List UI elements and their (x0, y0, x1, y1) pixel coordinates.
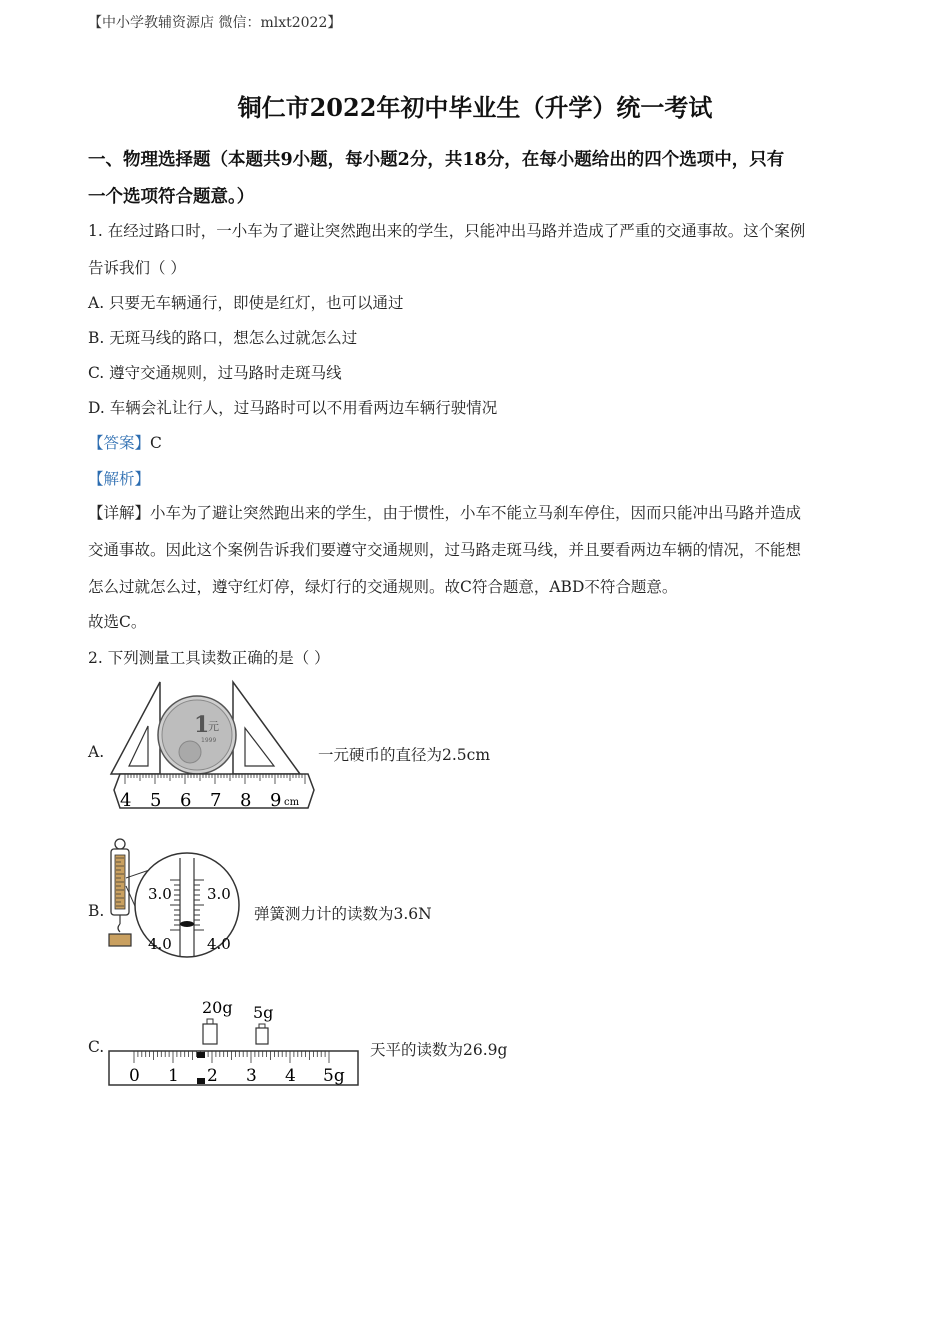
q1-option-b: B. 无斑马线的路口，想怎么过就怎么过 (88, 329, 358, 347)
beam-label-0: 0 (129, 1066, 140, 1086)
page-header: 【中小学教辅资源店 微信：mlxt2022】 (88, 15, 342, 31)
balance-figure (106, 994, 362, 1088)
pointer (180, 921, 194, 927)
exam-title: 铜仁市2022年初中毕业生（升学）统一考试 (237, 93, 713, 122)
q2-option-a-label: A. (88, 743, 105, 761)
section-heading-line2: 一个选项符合题意。） (88, 187, 255, 207)
q1-stem-line2: 告诉我们（ ） (88, 259, 186, 277)
coin-unit: 元 (208, 720, 219, 733)
q1-option-c: C. 遵守交通规则，过马路时走斑马线 (88, 364, 342, 382)
ruler-unit: cm (284, 797, 300, 808)
ruler-label-4: 4 (120, 790, 132, 811)
scale-label-left-3: 3.0 (148, 885, 172, 903)
q2-stem: 2. 下列测量工具读数正确的是（ ） (88, 649, 330, 667)
weight-label-5g: 5g (253, 1003, 274, 1022)
q1-conclusion: 故选C。 (88, 613, 147, 631)
weight-20g (203, 1024, 217, 1044)
ruler-label-9: 9 (270, 790, 282, 811)
answer-value: C (150, 434, 162, 452)
q1-option-a: A. 只要无车辆通行，即使是红灯，也可以通过 (88, 294, 404, 312)
detail-label: 【详解】 (88, 504, 151, 522)
ruler-label-6: 6 (180, 790, 192, 811)
q1-option-d: D. 车辆会礼让行人，过马路时可以不用看两边车辆行驶情况 (88, 399, 498, 417)
q2-option-c-label: C. (88, 1038, 105, 1056)
q2-option-c-caption: 天平的读数为26.9g (370, 1041, 508, 1059)
hanging-weight (109, 934, 131, 946)
ruler-coin-figure (108, 678, 318, 814)
q2-option-b-label: B. (88, 902, 105, 920)
beam-label-2: 2 (207, 1066, 218, 1086)
analysis-label: 【解析】 (88, 470, 151, 488)
ruler-label-5: 5 (150, 790, 162, 811)
coin-value: 1 (194, 712, 210, 738)
q1-answer (88, 431, 162, 453)
beam-label-5g: 5g (323, 1066, 345, 1086)
answer-label: 【答案】 (88, 434, 151, 452)
q2-option-a-caption: 一元硬币的直径为2.5cm (318, 746, 491, 764)
weight-5g (256, 1028, 268, 1044)
q1-detail-line2: 交通事故。因此这个案例告诉我们要遵守交通规则，过马路走斑马线，并且要看两边车辆的情况，不能想 (88, 541, 802, 559)
q2-option-b-caption: 弹簧测力计的读数为3.6N (254, 905, 432, 923)
ruler-label-7: 7 (210, 790, 222, 811)
spring-scale-figure (104, 836, 246, 974)
weight-label-20g: 20g (202, 998, 233, 1017)
beam-label-3: 3 (246, 1066, 257, 1086)
coin-year: 1999 (201, 737, 217, 744)
hanging-ring (115, 839, 125, 849)
scale-label-left-4: 4.0 (148, 935, 172, 953)
ruler-label-8: 8 (240, 790, 252, 811)
scale-label-right-3: 3.0 (207, 885, 231, 903)
beam-scale (109, 1051, 358, 1085)
q1-detail-line1 (88, 501, 801, 523)
rider-top (197, 1052, 205, 1058)
q1-stem-line1: 1. 在经过路口时，一小车为了避让突然跑出来的学生，只能冲出马路并造成了严重的交通事故。这个案例 (88, 222, 806, 240)
detail-text-1: 小车为了避让突然跑出来的学生，由于惯性，小车不能立马刹车停住，因而只能冲出马路并造成 (150, 504, 802, 522)
q1-detail-line3: 怎么过就怎么过，遵守红灯停，绿灯行的交通规则。故C符合题意，ABD不符合题意。 (88, 578, 678, 596)
section-heading-line1: 一、物理选择题（本题共9小题，每小题2分，共18分，在每小题给出的四个选项中，只有 (88, 150, 785, 170)
coin (158, 696, 236, 774)
rider-bottom (197, 1078, 205, 1084)
scale-label-right-4: 4.0 (207, 935, 231, 953)
beam-label-1: 1 (168, 1066, 179, 1086)
beam-label-4: 4 (285, 1066, 296, 1086)
